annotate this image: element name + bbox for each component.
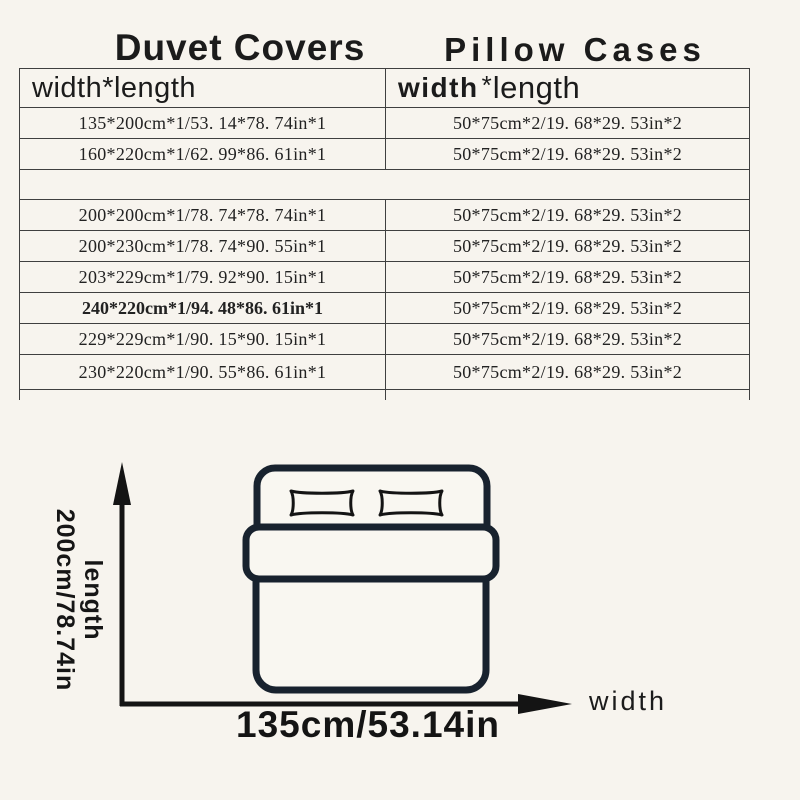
length-axis-text: length bbox=[79, 559, 107, 641]
duvet-size-cell: 229*229cm*1/90. 15*90. 15in*1 bbox=[20, 324, 386, 354]
pillow-icon bbox=[291, 491, 353, 515]
empty-cell bbox=[20, 170, 749, 199]
pillow-header-length: length bbox=[492, 70, 581, 105]
pillow-size-cell: 50*75cm*2/19. 68*29. 53in*2 bbox=[452, 328, 683, 349]
width-axis-label: width bbox=[589, 686, 668, 716]
duvet-size-cell: 240*220cm*1/94. 48*86. 61in*1 bbox=[20, 293, 386, 323]
pillow-header-width: width bbox=[398, 72, 479, 103]
duvet-size-cell: 203*229cm*1/79. 92*90. 15in*1 bbox=[20, 262, 386, 292]
table-header-row bbox=[20, 69, 749, 108]
duvet-fold-band bbox=[246, 527, 496, 579]
duvet-covers-title: Duvet Covers bbox=[114, 27, 366, 68]
table-row bbox=[20, 262, 749, 293]
pillow-cases-title: Pillow Cases bbox=[444, 31, 706, 68]
pillow-size-cell: 50*75cm*2/19. 68*29. 53in*2 bbox=[452, 204, 683, 225]
length-value-text: 200cm/78.74in bbox=[51, 508, 79, 692]
length-arrow-icon bbox=[113, 462, 131, 706]
bed-headboard-outline bbox=[257, 468, 487, 543]
duvet-size-cell: 200*230cm*1/78. 74*90. 55in*1 bbox=[20, 231, 386, 261]
table-row bbox=[20, 200, 749, 231]
length-dimension-label bbox=[51, 485, 107, 715]
duvet-size-cell: 160*220cm*1/62. 99*86. 61in*1 bbox=[20, 139, 386, 169]
pillow-icon bbox=[380, 491, 442, 515]
table-row bbox=[20, 231, 749, 262]
duvet-body-outline bbox=[256, 552, 486, 690]
duvet-size-cell: 200*200cm*1/78. 74*78. 74in*1 bbox=[20, 200, 386, 230]
table-row bbox=[20, 324, 749, 355]
pillow-header-star: * bbox=[481, 69, 492, 100]
table-row bbox=[20, 139, 749, 170]
pillow-size-cell: 50*75cm*2/19. 68*29. 53in*2 bbox=[452, 361, 683, 382]
duvet-column-header: width*length bbox=[20, 69, 386, 107]
duvet-size-cell: 230*220cm*1/90. 55*86. 61in*1 bbox=[20, 355, 386, 389]
duvet-size-cell: 135*200cm*1/53. 14*78. 74in*1 bbox=[20, 108, 386, 138]
pillow-size-cell: 50*75cm*2/19. 68*29. 53in*2 bbox=[452, 297, 683, 318]
cutoff-partial-row bbox=[20, 390, 749, 400]
size-table bbox=[19, 68, 750, 400]
pillow-size-cell: 50*75cm*2/19. 68*29. 53in*2 bbox=[452, 266, 683, 287]
table-row bbox=[20, 355, 749, 390]
empty-spacer-row bbox=[20, 170, 749, 200]
pillow-size-cell: 50*75cm*2/19. 68*29. 53in*2 bbox=[452, 143, 683, 164]
pillow-column-header bbox=[386, 69, 749, 107]
empty-cell bbox=[20, 390, 386, 400]
width-dimension-value: 135cm/53.14in bbox=[236, 704, 500, 745]
table-row bbox=[20, 293, 749, 324]
pillow-size-cell: 50*75cm*2/19. 68*29. 53in*2 bbox=[452, 235, 683, 256]
pillow-size-cell: 50*75cm*2/19. 68*29. 53in*2 bbox=[452, 112, 683, 133]
table-row bbox=[20, 108, 749, 139]
